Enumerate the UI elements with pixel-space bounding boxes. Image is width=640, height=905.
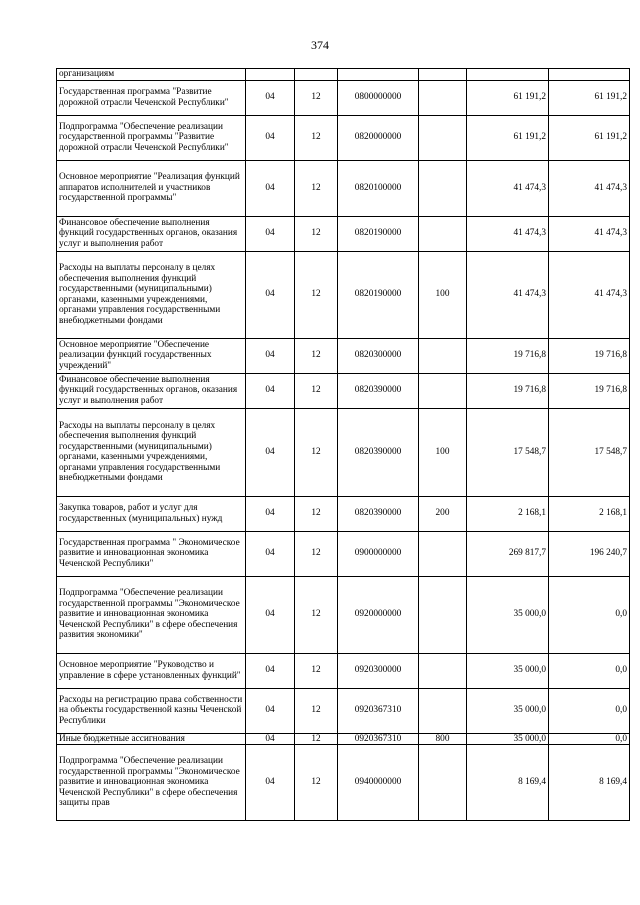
row-amount-1: 2 168,1 [467,496,549,531]
table-row [57,408,630,496]
row-section: 04 [246,496,295,531]
row-name: Основное мероприятие "Реализация функций аппаратов исполнителей и участников государственной программы" [57,160,246,216]
row-amount-1: 41 474,3 [467,216,549,251]
row-expense-type: 200 [419,496,467,531]
row-target-article [338,69,419,81]
table-row [57,688,630,733]
row-name: Государственная программа " Экономическое развитие и инновационная экономика Чеченской Республики" [57,531,246,576]
row-target-article: 0920300000 [338,653,419,688]
row-target-article: 0800000000 [338,80,419,115]
row-section: 04 [246,745,295,821]
row-name: Подпрограмма "Обеспечение реализации государственной программы "Развитие дорожной отрасли Чеченской Республики" [57,115,246,160]
table-row [57,251,630,338]
row-amount-2: 196 240,7 [549,531,630,576]
row-amount-2: 61 191,2 [549,115,630,160]
row-subsection: 12 [295,251,338,338]
row-section: 04 [246,338,295,373]
row-amount-2: 41 474,3 [549,216,630,251]
row-amount-1: 41 474,3 [467,160,549,216]
row-name: Расходы на выплаты персоналу в целях обеспечения выполнения функций государственными (муниципальными) органами, казенными учреждениями, органами управления государственными внебюджетными фондами [57,408,246,496]
row-subsection: 12 [295,373,338,408]
row-section: 04 [246,688,295,733]
row-target-article: 0940000000 [338,745,419,821]
row-expense-type [419,745,467,821]
table-row [57,373,630,408]
row-target-article: 0820190000 [338,216,419,251]
row-expense-type [419,653,467,688]
row-subsection: 12 [295,496,338,531]
row-amount-2: 0,0 [549,733,630,745]
row-expense-type [419,115,467,160]
row-expense-type: 800 [419,733,467,745]
row-name: Расходы на выплаты персоналу в целях обеспечения выполнения функций государственными (муниципальными) органами, казенными учреждениями, органами управления государственными внебюджетными фондами [57,251,246,338]
row-amount-2: 19 716,8 [549,338,630,373]
row-target-article: 0820100000 [338,160,419,216]
row-amount-1: 19 716,8 [467,373,549,408]
row-amount-2: 2 168,1 [549,496,630,531]
page-number: 374 [311,38,329,52]
row-section: 04 [246,216,295,251]
row-section: 04 [246,251,295,338]
table-row [57,531,630,576]
row-name: Закупка товаров, работ и услуг для государственных (муниципальных) нужд [57,496,246,531]
row-target-article: 0920367310 [338,688,419,733]
table-row [57,69,630,81]
row-subsection: 12 [295,688,338,733]
row-subsection: 12 [295,216,338,251]
table-row [57,745,630,821]
row-expense-type [419,531,467,576]
row-expense-type [419,338,467,373]
table-row [57,80,630,115]
row-amount-1: 19 716,8 [467,338,549,373]
row-expense-type [419,576,467,653]
row-section: 04 [246,373,295,408]
row-amount-2 [549,69,630,81]
row-section: 04 [246,408,295,496]
row-subsection: 12 [295,160,338,216]
row-target-article: 0900000000 [338,531,419,576]
row-name: организациям [57,69,246,81]
row-target-article: 0920367310 [338,733,419,745]
row-section: 04 [246,733,295,745]
row-subsection: 12 [295,80,338,115]
table-row [57,338,630,373]
row-amount-1: 61 191,2 [467,115,549,160]
row-subsection: 12 [295,576,338,653]
row-name: Финансовое обеспечение выполнения функций государственных органов, оказания услуг и выполнения работ [57,216,246,251]
row-amount-1: 269 817,7 [467,531,549,576]
row-amount-2: 8 169,4 [549,745,630,821]
table-row [57,733,630,745]
row-target-article: 0820190000 [338,251,419,338]
row-expense-type [419,80,467,115]
row-section: 04 [246,576,295,653]
row-subsection: 12 [295,531,338,576]
row-amount-2: 17 548,7 [549,408,630,496]
row-subsection: 12 [295,733,338,745]
row-subsection: 12 [295,115,338,160]
row-section: 04 [246,115,295,160]
row-amount-1 [467,69,549,81]
row-name: Финансовое обеспечение выполнения функций государственных органов, оказания услуг и выполнения работ [57,373,246,408]
row-expense-type [419,216,467,251]
row-amount-1: 35 000,0 [467,733,549,745]
row-target-article: 0820300000 [338,338,419,373]
row-subsection [295,69,338,81]
row-amount-1: 35 000,0 [467,576,549,653]
row-name: Основное мероприятие "Обеспечение реализации функций государственных учреждений" [57,338,246,373]
row-target-article: 0820000000 [338,115,419,160]
row-name: Основное мероприятие "Руководство и управление в сфере установленных функций" [57,653,246,688]
row-section: 04 [246,531,295,576]
row-subsection: 12 [295,338,338,373]
row-amount-2: 0,0 [549,688,630,733]
table-row [57,216,630,251]
row-expense-type [419,160,467,216]
row-name: Иные бюджетные ассигнования [57,733,246,745]
row-subsection: 12 [295,408,338,496]
row-expense-type: 100 [419,408,467,496]
row-amount-1: 35 000,0 [467,688,549,733]
row-section: 04 [246,160,295,216]
row-amount-1: 41 474,3 [467,251,549,338]
row-amount-2: 41 474,3 [549,160,630,216]
row-section [246,69,295,81]
row-subsection: 12 [295,653,338,688]
table-row [57,576,630,653]
row-amount-1: 35 000,0 [467,653,549,688]
row-expense-type: 100 [419,251,467,338]
row-target-article: 0820390000 [338,496,419,531]
row-name: Подпрограмма "Обеспечение реализации государственной программы "Экономическое развитие и инновационная экономика Чеченской Республики" в сфере обеспечения защиты прав [57,745,246,821]
row-expense-type [419,69,467,81]
row-target-article: 0920000000 [338,576,419,653]
row-amount-2: 61 191,2 [549,80,630,115]
table-row [57,160,630,216]
budget-table [56,68,630,821]
row-amount-2: 19 716,8 [549,373,630,408]
row-amount-2: 0,0 [549,653,630,688]
row-target-article: 0820390000 [338,408,419,496]
row-amount-1: 17 548,7 [467,408,549,496]
row-name: Расходы на регистрацию права собственности на объекты государственной казны Чеченской Республики [57,688,246,733]
row-expense-type [419,688,467,733]
table-row [57,653,630,688]
budget-table-body [57,69,630,821]
row-expense-type [419,373,467,408]
row-amount-2: 0,0 [549,576,630,653]
table-row [57,115,630,160]
table-row [57,496,630,531]
row-name: Государственная программа "Развитие дорожной отрасли Чеченской Республики" [57,80,246,115]
row-section: 04 [246,80,295,115]
row-amount-1: 61 191,2 [467,80,549,115]
row-section: 04 [246,653,295,688]
row-subsection: 12 [295,745,338,821]
row-amount-1: 8 169,4 [467,745,549,821]
row-amount-2: 41 474,3 [549,251,630,338]
row-name: Подпрограмма "Обеспечение реализации государственной программы "Экономическое развитие и инновационная экономика Чеченской Республики" в сфере обеспечения развития экономики" [57,576,246,653]
row-target-article: 0820390000 [338,373,419,408]
